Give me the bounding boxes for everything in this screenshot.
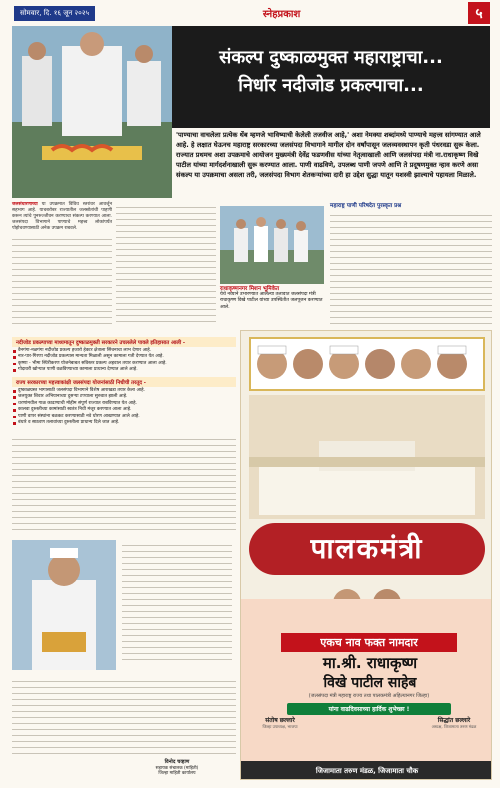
masthead	[0, 0, 500, 26]
strip-2-list	[12, 388, 236, 426]
sponsor-left-name: संतोष छल्लारे	[265, 717, 295, 724]
ad-tagline: एकच नाव फक्त नामदार	[281, 633, 457, 652]
photo-caption	[220, 286, 324, 311]
paper-name: स्नेहप्रकाश	[262, 9, 301, 20]
strip-1-title: नदीजोड प्रकल्पाच्या माध्यमातून दुष्काळमुक्ती सरकारने उचललेले पावले इतिहासात आली -	[12, 337, 236, 347]
article-column-2	[116, 202, 216, 322]
issue-date: सोमवार, दि. १६ जून २०२५	[14, 6, 95, 21]
list-item: बंधारे व साठवण तलावांच्या दुरुस्तीला प्राधान्य दिले जात आहे.	[12, 420, 236, 426]
list-item: धरणांमधील गाळ काढण्याची मोहीम संपूर्ण राज्यात राबविण्यात येत आहे.	[12, 401, 236, 407]
article-dateline: जलसंधारणाच्या	[12, 202, 38, 207]
sponsor-right	[419, 716, 489, 730]
strip-1-list	[12, 348, 236, 374]
lower-article	[12, 434, 236, 530]
sponsor-right-name: सिद्धांत छल्लारे	[437, 717, 471, 724]
side-article-title: महाराष्ट्र पाणी परिषदेत पुरस्कृत प्रश्न	[330, 203, 402, 209]
sponsor-right-title: अध्यक्ष, जिजामाता तरुण मंडळ	[431, 724, 477, 729]
lower-article-col-3	[12, 676, 236, 754]
article-column-1	[12, 202, 112, 324]
list-item: जलयुक्त शिवार अभियानाच्या दुसऱ्या टप्प्याला सुरुवात झाली आहे.	[12, 394, 236, 400]
caption-title: राधाकृष्णनगर मिशन भूमिकेत	[220, 286, 280, 292]
ad-footer: जिजामाता तरुण मंडळ, जिजामाता चौक	[241, 761, 492, 780]
list-item: दुष्काळग्रस्त भागासाठी जलसंपदा विभागाने विशेष आराखडा तयार केला आहे.	[12, 388, 236, 394]
article-body-text: या उपक्रमात विविध स्तरांवर आवर्जून सहभाग आहे. याचबरोबर राज्यातील जलस्रोतांची पाहणी करून त्यांचे पुनरुज्जीवन करण्याचा संकल्प करण्यात आला. जलसंपदा विभागाने पाण्याचे महत्त्व लोकांपर्यंत पोहोचवण्यासाठी अनेक उपक्रम राबवले.	[12, 202, 112, 231]
ad-designation: (जलसंपदा मंत्री महाराष्ट्र राज्य तथा पालकमंत्री अहिल्यानगर जिल्हा)	[308, 693, 430, 699]
birthday-advertisement	[240, 330, 492, 780]
lower-article-col-2	[122, 540, 232, 660]
sponsor-left-title: जिल्हा उपाध्यक्ष, भाजपा	[262, 724, 298, 729]
list-item: नार-पार-गिरणा नदीजोड प्रकल्पास मान्यता मिळाली असून कामाला गती देण्यात येत आहे.	[12, 354, 236, 360]
hero-lead-paragraph: 'पाण्याचा वाचलेला प्रत्येक थेंब म्हणजे भाविष्याची केलेली तजवीज आहे,' अशा नेमक्या शब्दांमध्ये पाण्याचे महत्त्व सांगण्यात आले आहे. हे लक्षात घेऊनच महाराष्ट्र सरकारच्या जलसंपदा विभागाने मागील दोन वर्षांपासून जलव्यवस्थापन कृती पंधरवडा सुरू केला. राज्यात प्रथमच अशा उपक्रमाचे आयोजन मुख्यमंत्री देवेंद्र फडणवीस यांच्या नेतृत्वाखाली आणि जलसंपदा मंत्री ना.राधाकृष्ण विखे पाटील यांच्या मार्गदर्शनाखाली सुरू करण्यात आला. पाणी वाढविणे, उपलब्ध पाणी जपणे आणि ते प्रदूषणमुक्त न्हाव करणे असा संकल्प या उपक्रमाचा असला तरी, जलसंपदा विभाग शेतकऱ्यांच्या दारी हा उद्देश सुद्धा यातून यशस्वी झाल्याचे पहायला मिळाले.	[176, 131, 481, 179]
list-item: कालवा दुरुस्तीच्या कामांसाठी स्वतंत्र निधी मंजूर करण्यात आला आहे.	[12, 407, 236, 413]
leaders-banner	[249, 337, 485, 391]
minister-photo	[12, 540, 116, 670]
ad-name-line-1: मा.श्री. राधाकृष्ण	[322, 654, 418, 672]
author-office: जिल्हा माहिती कार्यालय	[158, 771, 196, 777]
list-item: कृष्णा - भीमा स्थिरीकरण योजनेबाबत सविस्तर प्रकल्प अहवाल तयार करण्यात आला आहे.	[12, 361, 236, 367]
inauguration-photo	[220, 206, 324, 284]
ad-title: पालकमंत्री	[249, 523, 485, 575]
strip-2-title: राज्य सरकारच्या महत्त्वाकांक्षी जलसंपदा योजनांसाठी निधीची तरतूद -	[12, 377, 236, 387]
headline-line-2: निर्धार नदीजोड प्रकल्पाचा...	[238, 75, 424, 96]
author-byline	[122, 760, 232, 777]
list-item: वैनगंगा-नळगंगा नदीजोड प्रकल्प हजारो हेक्टर क्षेत्राला सिंचनाचा लाभ देणार आहे.	[12, 348, 236, 354]
hero-headline-box	[172, 26, 490, 128]
author-role: सहायक संचालक (माहिती)	[155, 765, 199, 771]
caption-text: येथे नव्याने उभारण्यात आलेल्या तलावात जलसंपदा मंत्री राधाकृष्ण विखे पाटील यांच्या उपस्थितीत जलपूजन करण्यात आले.	[220, 292, 323, 310]
hero-photo	[12, 26, 172, 198]
page-number: ५	[468, 2, 490, 24]
list-item: गोदावरी खोऱ्यात पाणी वळविण्याच्या कामाला प्राधान्य देण्यात आले आहे.	[12, 367, 236, 373]
ad-name-line-2: विखे पाटील साहेब	[323, 675, 417, 691]
author-name: विनोद चव्हाण	[164, 759, 190, 765]
side-article-body	[330, 210, 492, 324]
ad-wishes: यांना वाढदिवसाच्या हार्दिक शुभेच्छा !	[287, 703, 451, 715]
building-illustration	[249, 395, 485, 519]
sponsor-left	[245, 716, 315, 730]
headline-line-1: संकल्प दुष्काळमुक्त महाराष्ट्राचा...	[219, 47, 443, 68]
list-item: पाणी वापर संस्थांना बळकट करण्यासाठी नवे धोरण आखण्यात आले आहे.	[12, 414, 236, 420]
